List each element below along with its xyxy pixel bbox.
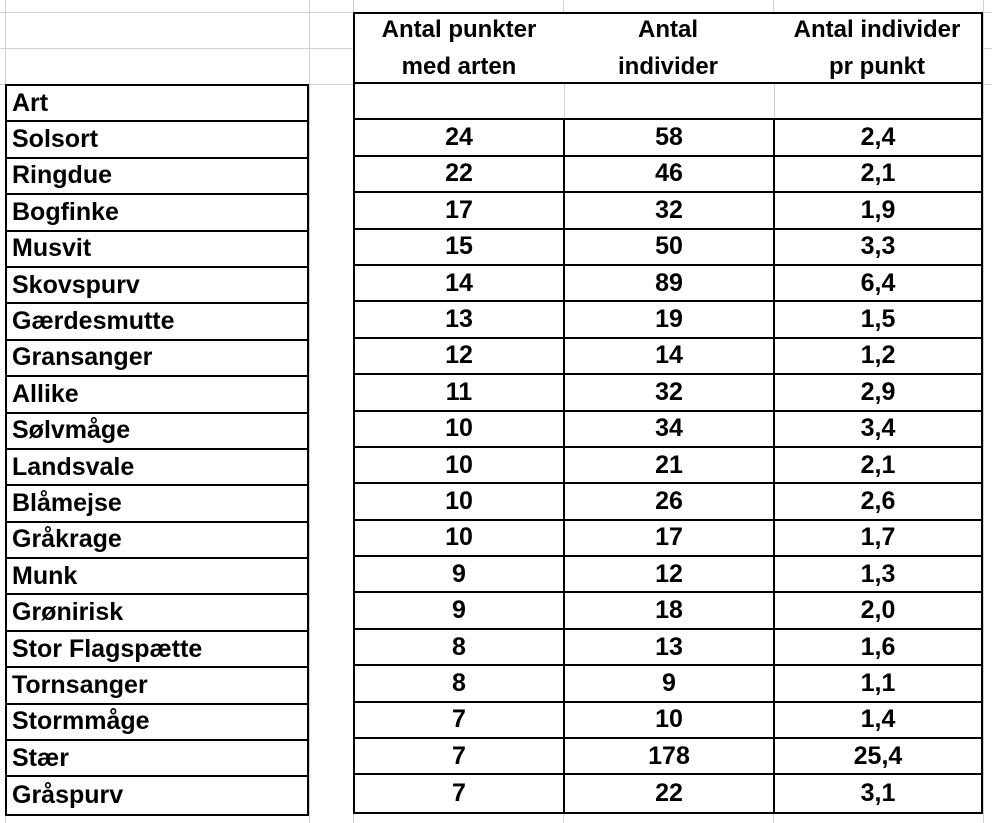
individer-cell: 32 [565, 375, 775, 409]
pr-punkt-cell: 2,1 [860, 450, 896, 479]
punkter-cell: 7 [355, 703, 565, 737]
individer-cell: 46 [565, 157, 775, 191]
pr-punkt-cell: 6,4 [860, 268, 896, 297]
gridline [983, 0, 984, 823]
blank-cell [565, 84, 775, 118]
table-row [355, 448, 981, 484]
pr-punkt-cell: 25,4 [853, 741, 903, 770]
punkter-cell: 9 [355, 557, 565, 591]
species-row [7, 632, 307, 668]
header-line: individer [617, 53, 719, 80]
table-row [355, 703, 981, 739]
species-name: Blåmejse [12, 488, 122, 517]
species-name: Allike [12, 379, 79, 408]
punkter-cell: 10 [355, 448, 565, 482]
values-table [353, 84, 983, 814]
pr-punkt-cell: 1,4 [860, 705, 896, 734]
species-row [7, 341, 307, 377]
individer-cell: 178 [565, 739, 775, 773]
punkter-cell: 11 [355, 375, 565, 409]
pr-punkt-cell: 2,6 [860, 486, 896, 515]
punkter-cell: 8 [355, 666, 565, 700]
table-row [355, 193, 981, 229]
table-row [355, 739, 981, 775]
table-row [355, 666, 981, 702]
pr-punkt-cell: 1,5 [860, 305, 896, 334]
species-row [7, 232, 307, 268]
header-line: Antal punkter [381, 16, 537, 43]
punkter-cell: 8 [355, 630, 565, 664]
species-name: Stormmåge [12, 707, 150, 736]
species-row [7, 486, 307, 522]
art-header-row [7, 86, 307, 122]
table-row [355, 484, 981, 520]
individer-cell: 13 [565, 630, 775, 664]
pr-punkt-cell: 1,1 [860, 668, 896, 697]
header-line: med arten [401, 53, 517, 80]
table-row [355, 339, 981, 375]
table-row [355, 375, 981, 411]
species-row [7, 777, 307, 813]
species-name: Grønirisk [12, 598, 124, 627]
species-row [7, 377, 307, 413]
species-name: Bogfinke [12, 197, 119, 226]
species-name: Solsort [12, 125, 99, 154]
species-row [7, 304, 307, 340]
individer-cell: 17 [565, 521, 775, 555]
pr-punkt-cell: 1,2 [860, 341, 896, 370]
species-name: Tornsanger [12, 670, 148, 699]
pr-punkt-cell: 1,9 [860, 195, 896, 224]
pr-punkt-cell: 3,4 [860, 414, 896, 443]
header-individer-pr-punkt [773, 12, 983, 84]
species-row [7, 159, 307, 195]
species-row [7, 523, 307, 559]
species-row [7, 122, 307, 158]
species-name: Gærdesmutte [12, 307, 175, 336]
species-row [7, 741, 307, 777]
punkter-cell: 12 [355, 339, 565, 373]
individer-cell: 34 [565, 412, 775, 446]
blank-cell [355, 84, 565, 118]
species-name: Skovspurv [12, 270, 140, 299]
species-name: Sølvmåge [12, 416, 131, 445]
table-row [355, 157, 981, 193]
individer-cell: 19 [565, 302, 775, 336]
species-column [5, 84, 309, 816]
species-row [7, 195, 307, 231]
blank-cell [775, 84, 981, 118]
pr-punkt-cell: 2,4 [860, 123, 896, 152]
individer-cell: 22 [565, 775, 775, 811]
punkter-cell: 10 [355, 412, 565, 446]
species-name: Landsvale [12, 452, 135, 481]
pr-punkt-cell: 2,9 [860, 377, 896, 406]
punkter-cell: 15 [355, 230, 565, 264]
individer-cell: 21 [565, 448, 775, 482]
header-line: Antal individer [793, 16, 961, 43]
species-name: Musvit [12, 234, 92, 263]
species-row [7, 414, 307, 450]
table-row [355, 593, 981, 629]
punkter-cell: 14 [355, 266, 565, 300]
pr-punkt-cell: 2,0 [860, 596, 896, 625]
individer-cell: 58 [565, 120, 775, 154]
pr-punkt-cell: 2,1 [860, 159, 896, 188]
pr-punkt-cell: 1,7 [860, 523, 896, 552]
punkter-cell: 10 [355, 484, 565, 518]
individer-cell: 50 [565, 230, 775, 264]
species-name: Gråspurv [12, 781, 124, 810]
table-row [355, 230, 981, 266]
individer-cell: 10 [565, 703, 775, 737]
header-line: Antal [638, 16, 698, 43]
species-name: Stor Flagspætte [12, 634, 203, 663]
table-row [355, 412, 981, 448]
table-row [355, 120, 981, 156]
punkter-cell: 7 [355, 739, 565, 773]
gridline [309, 0, 310, 823]
art-label: Art [12, 88, 49, 117]
species-row [7, 268, 307, 304]
pr-punkt-cell: 1,3 [860, 559, 896, 588]
table-row [355, 630, 981, 666]
species-name: Munk [12, 561, 78, 590]
individer-cell: 9 [565, 666, 775, 700]
header-line: pr punkt [829, 53, 925, 80]
punkter-cell: 7 [355, 775, 565, 811]
pr-punkt-cell: 1,6 [860, 632, 896, 661]
species-name: Gråkrage [12, 525, 122, 554]
individer-cell: 32 [565, 193, 775, 227]
table-row [355, 521, 981, 557]
species-name: Ringdue [12, 161, 112, 190]
table-row [355, 775, 981, 811]
species-row [7, 595, 307, 631]
punkter-cell: 24 [355, 120, 565, 154]
table-row [355, 557, 981, 593]
header-antal-individer [563, 12, 775, 84]
punkter-cell: 10 [355, 521, 565, 555]
individer-cell: 18 [565, 593, 775, 627]
table-row [355, 302, 981, 338]
species-row [7, 450, 307, 486]
pr-punkt-cell: 3,3 [860, 232, 896, 261]
punkter-cell: 13 [355, 302, 565, 336]
individer-cell: 12 [565, 557, 775, 591]
blank-row [355, 84, 981, 120]
species-name: Gransanger [12, 343, 153, 372]
pr-punkt-cell: 3,1 [860, 779, 896, 808]
species-row [7, 705, 307, 741]
individer-cell: 89 [565, 266, 775, 300]
individer-cell: 14 [565, 339, 775, 373]
table-row [355, 266, 981, 302]
species-row [7, 668, 307, 704]
punkter-cell: 9 [355, 593, 565, 627]
punkter-cell: 22 [355, 157, 565, 191]
species-row [7, 559, 307, 595]
species-name: Stær [12, 743, 69, 772]
punkter-cell: 17 [355, 193, 565, 227]
header-antal-punkter [353, 12, 565, 84]
individer-cell: 26 [565, 484, 775, 518]
